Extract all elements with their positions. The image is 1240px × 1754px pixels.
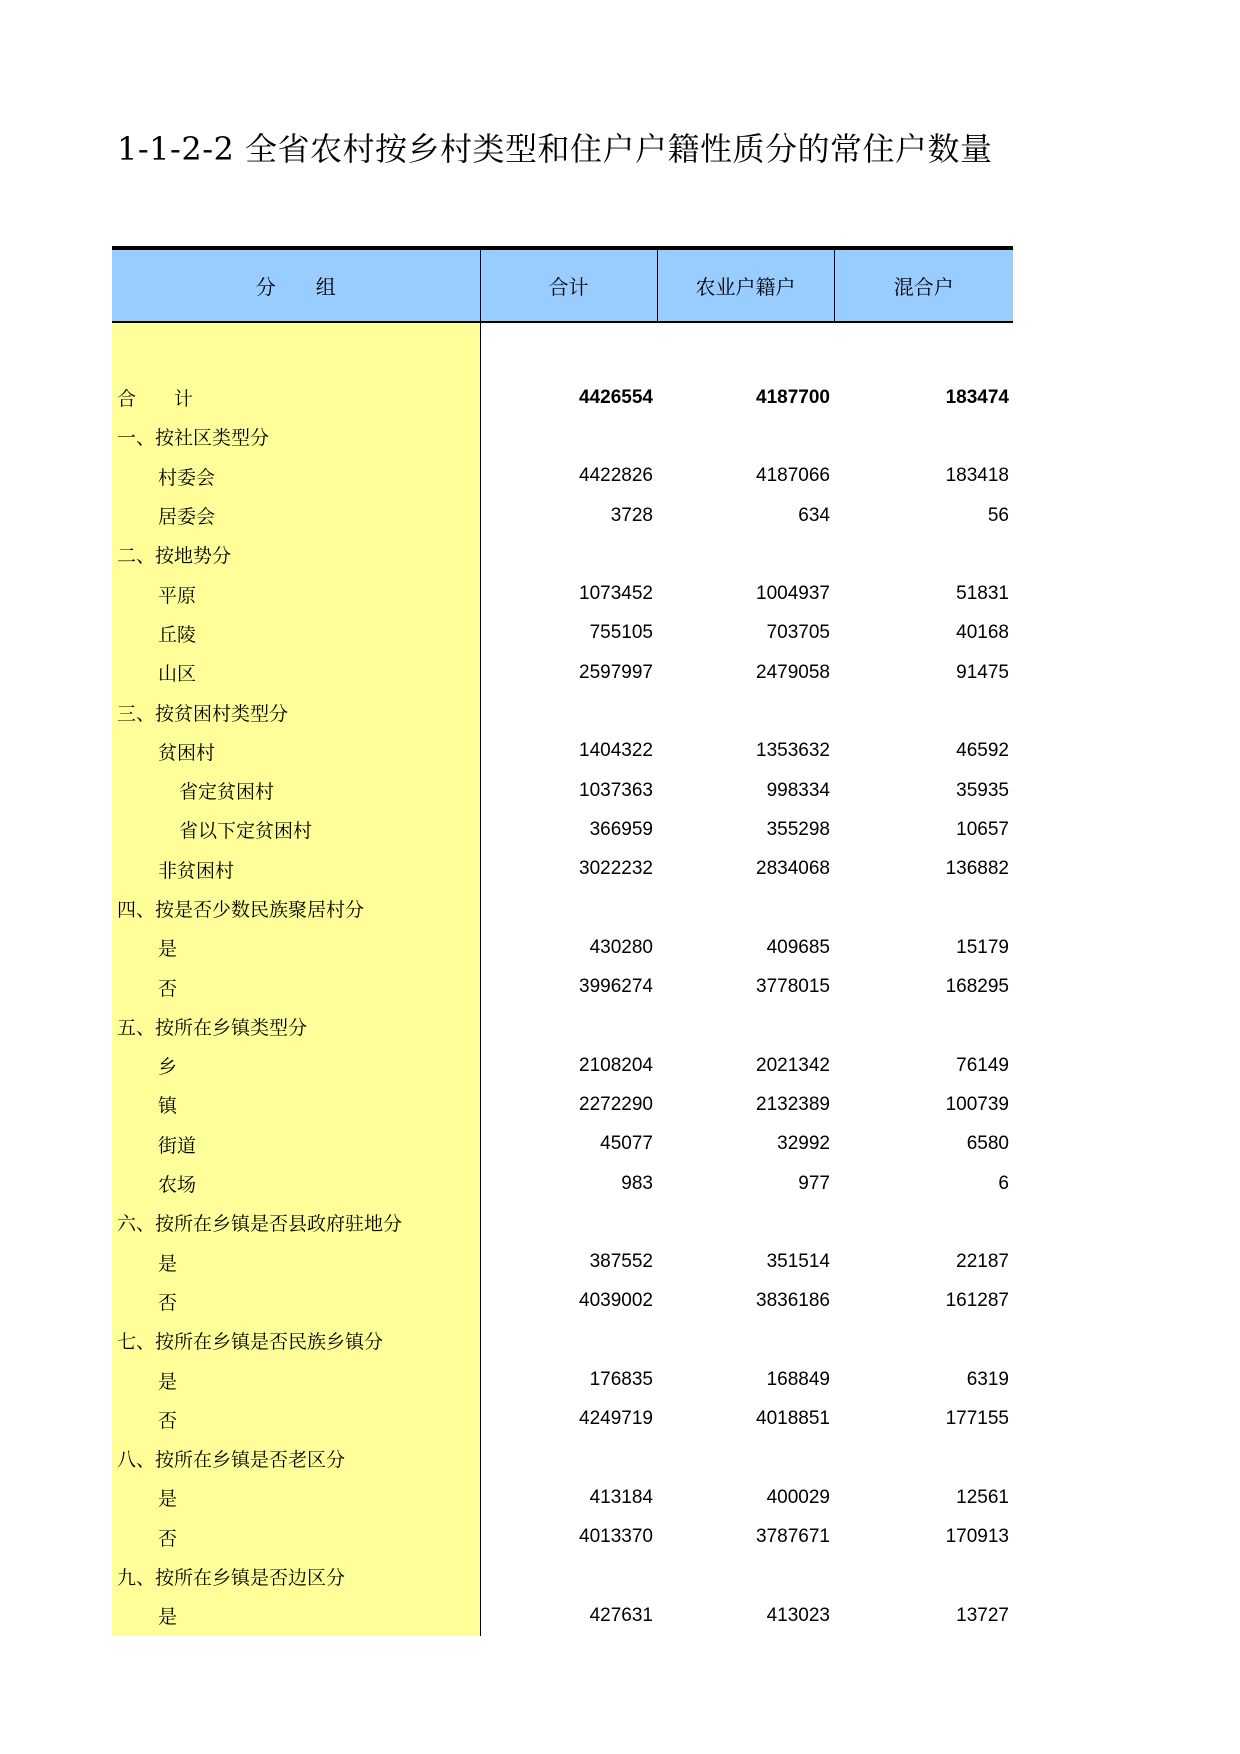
row-label: 山区	[112, 653, 480, 692]
section-label: 五、按所在乡镇类型分	[112, 1007, 480, 1046]
row-agricultural-value: 3836186	[756, 1290, 830, 1312]
row-total-value: 45077	[600, 1133, 653, 1155]
row-total-value	[480, 889, 657, 928]
row-total-value	[480, 1007, 657, 1046]
row-total-value: 1037363	[579, 779, 653, 801]
row-mixed-value: 6580	[966, 1133, 1009, 1155]
row-label: 农场	[112, 1164, 480, 1203]
row-total-value	[480, 535, 657, 574]
row-agricultural-value	[657, 417, 834, 456]
table-row	[112, 771, 1013, 810]
row-agricultural-value: 977	[798, 1172, 830, 1194]
table-row	[112, 1203, 1013, 1242]
row-total-value: 2108204	[579, 1054, 653, 1076]
row-agricultural-value: 355298	[766, 818, 830, 840]
section-label: 九、按所在乡镇是否边区分	[112, 1557, 480, 1596]
row-agricultural-value: 4187066	[756, 465, 830, 487]
row-agricultural-value	[657, 1321, 834, 1360]
table-row	[112, 810, 1013, 849]
table-header-row	[112, 248, 1013, 322]
row-mixed-value	[834, 1439, 1013, 1478]
table-row	[112, 1125, 1013, 1164]
table-row	[112, 1400, 1013, 1439]
row-agricultural-value: 2479058	[756, 661, 830, 683]
spacer-row	[112, 322, 1013, 378]
row-total-value: 3022232	[579, 858, 653, 880]
row-total-value: 1073452	[579, 583, 653, 605]
row-agricultural-value: 2834068	[756, 858, 830, 880]
row-label: 村委会	[112, 457, 480, 496]
row-label: 否	[112, 1282, 480, 1321]
row-total-value	[480, 1439, 657, 1478]
row-total-value: 2272290	[579, 1093, 653, 1115]
total-label-char-b: 计	[174, 388, 194, 411]
table-row	[112, 732, 1013, 771]
row-agricultural-value	[657, 1203, 834, 1242]
row-total-value	[480, 1557, 657, 1596]
row-mixed-value: 76149	[956, 1054, 1009, 1076]
row-label: 非贫困村	[112, 850, 480, 889]
table-row	[112, 1046, 1013, 1085]
row-mixed-value: 100739	[945, 1093, 1009, 1115]
row-mixed-value	[834, 1007, 1013, 1046]
row-mixed-value	[834, 1557, 1013, 1596]
row-mixed-value: 40168	[956, 622, 1009, 644]
row-mixed-value: 46592	[956, 740, 1009, 762]
row-label: 是	[112, 1360, 480, 1399]
table-row	[112, 1164, 1013, 1203]
row-agricultural-value: 2132389	[756, 1093, 830, 1115]
row-mixed-value: 161287	[945, 1290, 1009, 1312]
row-total-value: 755105	[589, 622, 653, 644]
table-row	[112, 535, 1013, 574]
row-agricultural-value: 4018851	[756, 1408, 830, 1430]
row-agricultural-value	[657, 692, 834, 731]
section-label: 三、按贫困村类型分	[112, 692, 480, 731]
row-label: 否	[112, 1518, 480, 1557]
table-row	[112, 1557, 1013, 1596]
row-mixed-value: 183418	[945, 465, 1009, 487]
total-mixed-value: 183474	[945, 386, 1009, 408]
row-agricultural-value: 32992	[777, 1133, 830, 1155]
header-group	[112, 248, 480, 322]
row-mixed-value	[834, 1321, 1013, 1360]
row-mixed-value: 22187	[956, 1251, 1009, 1273]
row-mixed-value	[834, 1203, 1013, 1242]
table-row	[112, 417, 1013, 456]
row-mixed-value: 35935	[956, 779, 1009, 801]
row-label: 省以下定贫困村	[112, 810, 480, 849]
row-label: 是	[112, 1596, 480, 1635]
row-mixed-value	[834, 535, 1013, 574]
row-mixed-value: 177155	[945, 1408, 1009, 1430]
row-mixed-value: 136882	[945, 858, 1009, 880]
row-label: 是	[112, 928, 480, 967]
row-total-value: 366959	[589, 818, 653, 840]
table-row	[112, 1439, 1013, 1478]
row-agricultural-value	[657, 1557, 834, 1596]
table-row	[112, 614, 1013, 653]
section-label: 四、按是否少数民族聚居村分	[112, 889, 480, 928]
section-label: 七、按所在乡镇是否民族乡镇分	[112, 1321, 480, 1360]
row-mixed-value: 56	[987, 504, 1009, 526]
table-row	[112, 574, 1013, 613]
row-label: 居委会	[112, 496, 480, 535]
row-mixed-value: 168295	[945, 976, 1009, 998]
row-label: 乡	[112, 1046, 480, 1085]
row-label: 贫困村	[112, 732, 480, 771]
table-row	[112, 496, 1013, 535]
row-mixed-value: 91475	[956, 661, 1009, 683]
row-agricultural-value: 400029	[766, 1486, 830, 1508]
total-agricultural-value: 4187700	[756, 386, 830, 408]
row-total-value: 3996274	[579, 976, 653, 998]
row-mixed-value: 10657	[956, 818, 1009, 840]
section-label: 六、按所在乡镇是否县政府驻地分	[112, 1203, 480, 1242]
row-agricultural-value: 634	[798, 504, 830, 526]
row-label: 否	[112, 967, 480, 1006]
header-group-char-b: 组	[315, 275, 336, 299]
row-total-value: 2597997	[579, 661, 653, 683]
row-agricultural-value: 1353632	[756, 740, 830, 762]
row-agricultural-value: 409685	[766, 936, 830, 958]
data-table	[112, 246, 1013, 1636]
header-group-char-a: 分	[255, 275, 276, 299]
row-mixed-value: 6319	[966, 1369, 1009, 1391]
table-row	[112, 1085, 1013, 1124]
row-mixed-value: 15179	[956, 936, 1009, 958]
row-mixed-value: 13727	[956, 1604, 1009, 1626]
row-total-value: 427631	[589, 1604, 653, 1626]
row-agricultural-value: 168849	[766, 1369, 830, 1391]
table-row	[112, 1360, 1013, 1399]
row-agricultural-value	[657, 1439, 834, 1478]
row-total-value	[480, 1203, 657, 1242]
row-label: 是	[112, 1478, 480, 1517]
row-total-value: 4013370	[579, 1526, 653, 1548]
row-label: 镇	[112, 1085, 480, 1124]
table-row	[112, 967, 1013, 1006]
header-total: 合计	[480, 248, 657, 322]
header-mixed-households: 混合户	[834, 248, 1013, 322]
row-total-value: 4249719	[579, 1408, 653, 1430]
page-title: 1-1-2-2 全省农村按乡村类型和住户户籍性质分的常住户数量	[117, 130, 993, 168]
section-label: 一、按社区类型分	[112, 417, 480, 456]
row-agricultural-value: 2021342	[756, 1054, 830, 1076]
row-label: 否	[112, 1400, 480, 1439]
row-total-value: 4039002	[579, 1290, 653, 1312]
row-agricultural-value: 3778015	[756, 976, 830, 998]
section-label: 八、按所在乡镇是否老区分	[112, 1439, 480, 1478]
row-agricultural-value: 703705	[766, 622, 830, 644]
table-row	[112, 653, 1013, 692]
row-agricultural-value	[657, 889, 834, 928]
table-row	[112, 928, 1013, 967]
table-row	[112, 1007, 1013, 1046]
table-row	[112, 1596, 1013, 1635]
row-mixed-value: 12561	[956, 1486, 1009, 1508]
table-row	[112, 889, 1013, 928]
row-label: 街道	[112, 1125, 480, 1164]
row-agricultural-value: 1004937	[756, 583, 830, 605]
row-label: 省定贫困村	[112, 771, 480, 810]
row-agricultural-value: 351514	[766, 1251, 830, 1273]
row-total-value: 4422826	[579, 465, 653, 487]
total-label-char-a: 合	[117, 388, 137, 411]
table-row	[112, 1518, 1013, 1557]
row-agricultural-value	[657, 1007, 834, 1046]
row-label: 平原	[112, 574, 480, 613]
row-total-value: 413184	[589, 1486, 653, 1508]
table-row	[112, 1282, 1013, 1321]
row-mixed-value: 170913	[945, 1526, 1009, 1548]
row-total-value	[480, 692, 657, 731]
row-total-value: 983	[621, 1172, 653, 1194]
table-row	[112, 850, 1013, 889]
row-mixed-value: 51831	[956, 583, 1009, 605]
row-total-value: 176835	[589, 1369, 653, 1391]
row-agricultural-value: 3787671	[756, 1526, 830, 1548]
header-agricultural-households: 农业户籍户	[657, 248, 834, 322]
row-mixed-value: 6	[998, 1172, 1009, 1194]
table-row	[112, 1478, 1013, 1517]
row-total-value	[480, 417, 657, 456]
total-row	[112, 378, 1013, 417]
row-total-value	[480, 1321, 657, 1360]
table-row	[112, 457, 1013, 496]
section-label: 二、按地势分	[112, 535, 480, 574]
row-mixed-value	[834, 889, 1013, 928]
total-value: 4426554	[579, 386, 653, 408]
table-row	[112, 692, 1013, 731]
row-agricultural-value	[657, 535, 834, 574]
row-total-value: 430280	[589, 936, 653, 958]
row-mixed-value	[834, 417, 1013, 456]
total-label	[112, 378, 480, 417]
row-total-value: 3728	[610, 504, 653, 526]
row-total-value: 387552	[589, 1251, 653, 1273]
row-agricultural-value: 998334	[766, 779, 830, 801]
row-label: 是	[112, 1243, 480, 1282]
row-mixed-value	[834, 692, 1013, 731]
row-label: 丘陵	[112, 614, 480, 653]
row-agricultural-value: 413023	[766, 1604, 830, 1626]
row-total-value: 1404322	[579, 740, 653, 762]
table-row	[112, 1243, 1013, 1282]
table-row	[112, 1321, 1013, 1360]
